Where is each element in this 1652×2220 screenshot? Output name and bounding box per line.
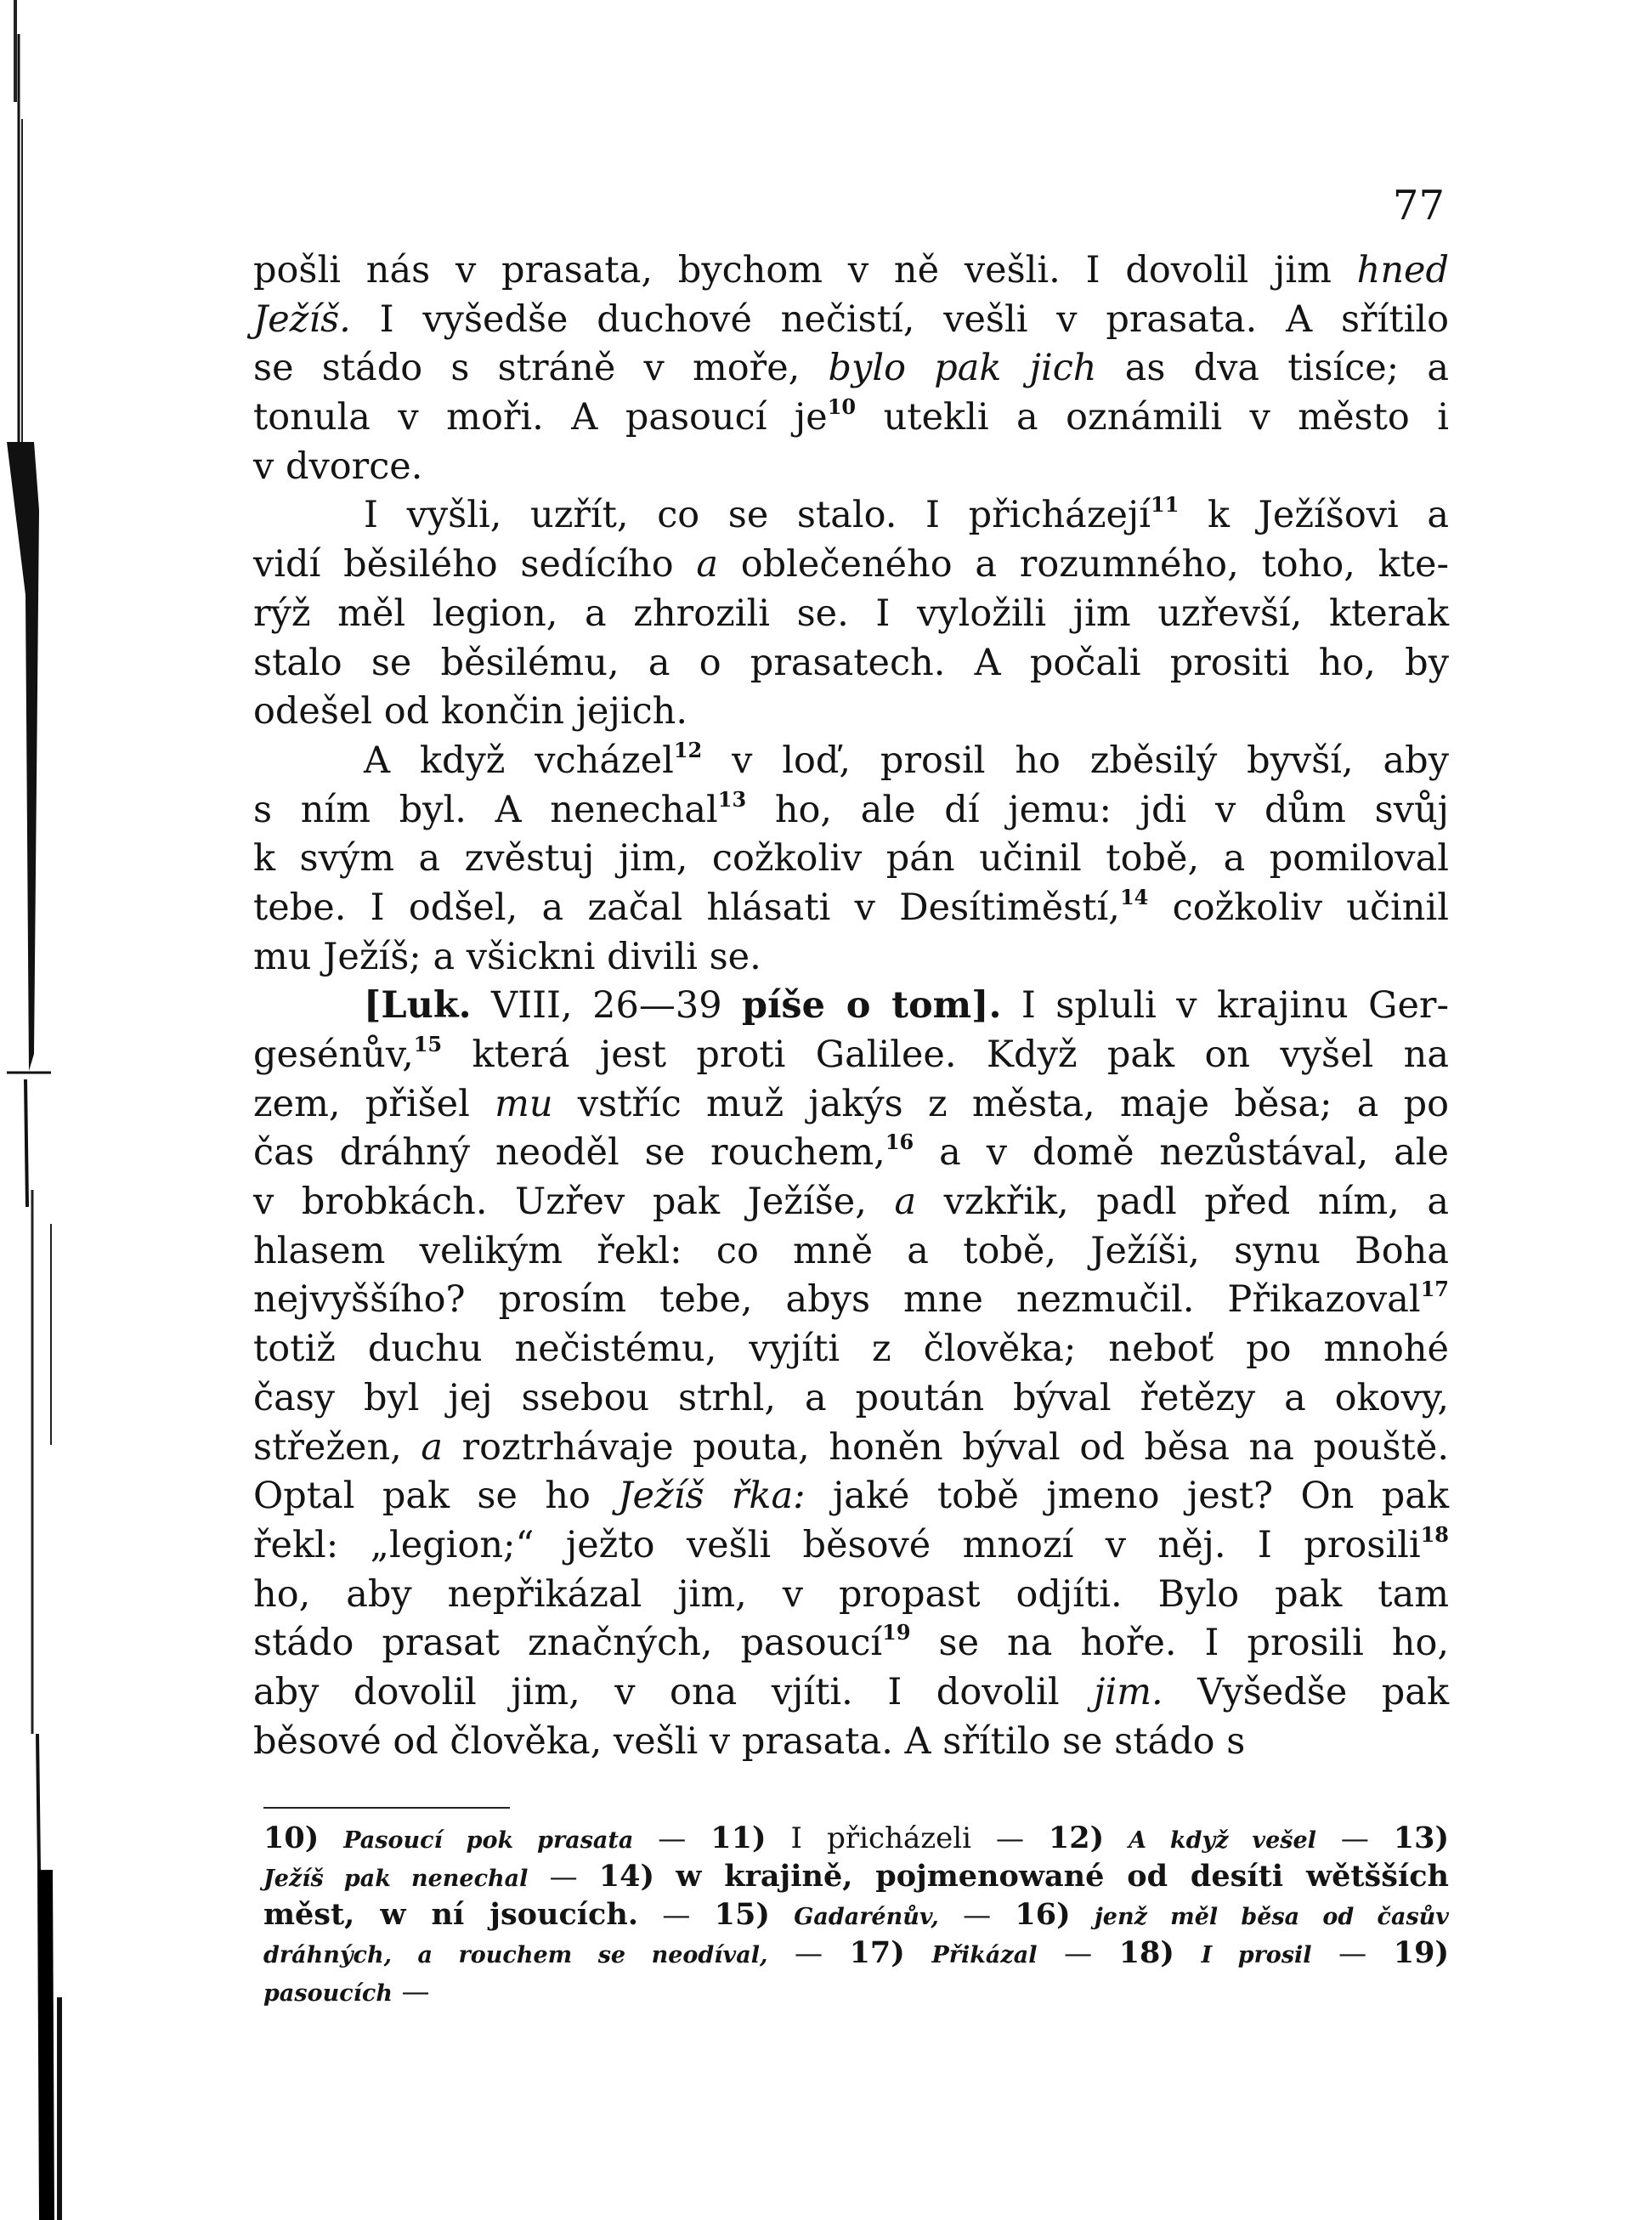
text-run: pošli nás v prasata, bychom v ně vešli. I dovolil jim bbox=[253, 249, 1357, 292]
it-run: Pasoucí pok prasata bbox=[343, 1827, 634, 1854]
footnote-ref: 14 bbox=[1119, 884, 1149, 909]
text-run bbox=[905, 1936, 932, 1969]
text-run: jaké tobě jmeno jest? On pak bbox=[805, 1475, 1450, 1518]
it-run: Ježíš řka: bbox=[618, 1475, 806, 1518]
text-run: totiž duchu nečistému, vyjíti z člověka; neboť po mnohé bbox=[253, 1328, 1449, 1371]
text-run: — bbox=[938, 1898, 1016, 1931]
it-run: jenž měl běsa od časův bbox=[1095, 1904, 1449, 1930]
it-run: a bbox=[894, 1181, 917, 1224]
text-line bbox=[253, 590, 1449, 639]
it-run: hned bbox=[1356, 249, 1449, 292]
n-run: 10) bbox=[263, 1821, 320, 1855]
text-line bbox=[253, 982, 1449, 1031]
footnotes bbox=[263, 1819, 1449, 2010]
text-run bbox=[1174, 1936, 1202, 1969]
it-run: Přikázal bbox=[931, 1942, 1038, 1968]
text-line bbox=[253, 1718, 1449, 1767]
footnote-ref: 17 bbox=[1420, 1277, 1449, 1302]
text-line bbox=[253, 344, 1449, 394]
footnote-ref: 10 bbox=[827, 394, 857, 420]
text-run: oblečeného a rozumného, toho, kte- bbox=[718, 543, 1449, 586]
text-run: I vyšli, uzřít, co se stalo. I přicházejí bbox=[364, 494, 1151, 537]
footnote-ref: 16 bbox=[885, 1130, 914, 1155]
main-text bbox=[253, 246, 1449, 1766]
n-run: 14) bbox=[598, 1859, 655, 1894]
it-run: a bbox=[421, 1425, 444, 1469]
text-line bbox=[253, 1178, 1449, 1227]
text-run: běsové od člověka, vešli v prasata. A sřítilo se stádo s bbox=[253, 1719, 1246, 1763]
it-run: a bbox=[696, 543, 719, 586]
text-run bbox=[1104, 1821, 1129, 1855]
text-line bbox=[253, 688, 1449, 737]
text-run: — bbox=[1037, 1936, 1119, 1969]
footnote-ref: 11 bbox=[1151, 492, 1180, 518]
text-line bbox=[253, 246, 1449, 296]
it-run: pasoucích bbox=[263, 1980, 393, 2007]
text-run: — bbox=[767, 1936, 850, 1969]
text-run: stalo se běsilému, a o prasatech. A počali prositi ho, by bbox=[253, 641, 1449, 684]
text-run: gesénův, bbox=[253, 1034, 414, 1076]
text-run: zem, přišel bbox=[253, 1082, 495, 1125]
it-run: bylo pak jich bbox=[828, 347, 1097, 390]
text-line bbox=[253, 296, 1449, 345]
text-line bbox=[253, 1668, 1449, 1718]
text-line bbox=[253, 541, 1449, 590]
text-run: časy byl jej ssebou strhl, a poután býval řetězy a okovy, bbox=[253, 1376, 1449, 1419]
book-spine-edge bbox=[0, 0, 76, 2220]
text-run: as dva tisíce; a bbox=[1096, 347, 1449, 390]
text-run: v loď, prosil ho zběsilý byvší, aby bbox=[702, 739, 1449, 782]
text-run: Vyšedše pak bbox=[1163, 1670, 1449, 1713]
text-run: — bbox=[638, 1898, 715, 1931]
text-run: VIII, 26—39 bbox=[471, 984, 742, 1028]
text-run: a v domě nezůstával, ale bbox=[914, 1131, 1449, 1175]
text-run: utekli a oznámili v město i bbox=[856, 396, 1449, 439]
text-line bbox=[253, 491, 1449, 541]
text-run: vzkřik, padl před ním, a bbox=[916, 1181, 1449, 1224]
footnote-line bbox=[263, 1819, 1449, 1857]
text-run: k svým a zvěstuj jim, cožkoliv pán učinil tobě, a pomiloval bbox=[253, 837, 1449, 881]
text-run: vidí běsilého sedícího bbox=[253, 543, 697, 586]
text-run bbox=[1071, 1898, 1095, 1931]
text-line bbox=[253, 1227, 1449, 1277]
bf-run: měst, w ní jsoucích. bbox=[263, 1897, 639, 1932]
text-run: se stádo s stráně v moře, bbox=[253, 347, 829, 390]
text-run: vstříc muž jakýs z města, maje běsa; a po bbox=[552, 1082, 1449, 1125]
text-line bbox=[253, 1031, 1449, 1080]
footnote-ref: 15 bbox=[413, 1032, 443, 1056]
n-run: 11) bbox=[710, 1821, 767, 1855]
text-run: v dvorce. bbox=[253, 445, 423, 488]
text-run: — bbox=[1311, 1936, 1394, 1969]
text-run: čas dráhný neoděl se rouchem, bbox=[253, 1131, 885, 1175]
text-run bbox=[319, 1821, 343, 1855]
text-run: roztrhávaje pouta, honěn býval od běsa na pouště. bbox=[443, 1425, 1450, 1469]
text-run: nejvyššího? prosím tebe, abys mne nezmučil. Přikazoval bbox=[253, 1278, 1421, 1322]
text-run: Optal pak se ho bbox=[253, 1475, 619, 1518]
text-run: I vyšedše duchové nečistí, vešli v prasata. A sřítilo bbox=[350, 297, 1449, 341]
text-line bbox=[253, 639, 1449, 688]
it-run: mu bbox=[495, 1082, 553, 1125]
text-line bbox=[253, 1619, 1449, 1668]
text-run bbox=[654, 1860, 676, 1893]
n-run: 16) bbox=[1015, 1897, 1071, 1932]
text-run: cožkoliv učinil bbox=[1148, 886, 1449, 929]
text-run: — bbox=[1315, 1821, 1394, 1855]
text-run: ho, ale dí jemu: jdi v dům svůj bbox=[746, 788, 1450, 831]
footnote-line bbox=[263, 1972, 1449, 2010]
n-run: 13) bbox=[1393, 1821, 1450, 1855]
n-run: 19) bbox=[1393, 1935, 1450, 1970]
text-run: k Ježíšovi a bbox=[1179, 494, 1449, 537]
up-run: I přicházeli bbox=[790, 1821, 972, 1855]
text-run: — bbox=[971, 1821, 1049, 1855]
it-run: jim. bbox=[1094, 1670, 1163, 1713]
text-run bbox=[767, 1821, 791, 1855]
it-run: I prosil bbox=[1201, 1942, 1312, 1968]
text-line bbox=[253, 1424, 1449, 1473]
text-line bbox=[253, 1325, 1449, 1374]
text-line bbox=[253, 786, 1449, 835]
it-run: A když vešel bbox=[1129, 1827, 1316, 1854]
text-run: v brobkách. Uzřev pak Ježíše, bbox=[253, 1181, 895, 1224]
text-line bbox=[253, 1374, 1449, 1424]
text-line bbox=[253, 884, 1449, 933]
text-run: střežen, bbox=[253, 1425, 421, 1469]
text-line bbox=[253, 1472, 1449, 1521]
text-run: — bbox=[633, 1821, 711, 1855]
text-run: — bbox=[528, 1860, 599, 1893]
text-run: stádo prasat značných, pasoucí bbox=[253, 1622, 883, 1665]
text-run: tebe. I odšel, a začal hlásati v Desítiměstí, bbox=[253, 886, 1120, 929]
footnote-line bbox=[263, 1857, 1449, 1895]
text-line bbox=[253, 933, 1449, 983]
text-line bbox=[253, 737, 1449, 786]
footnote-line bbox=[263, 1895, 1449, 1934]
it-run: dráhných, a rouchem se neodíval, bbox=[263, 1942, 768, 1968]
n-run: 18) bbox=[1118, 1935, 1174, 1970]
page-number: 77 bbox=[1392, 182, 1445, 229]
it-run: Ježíš pak nenechal bbox=[263, 1866, 529, 1892]
footnote-line bbox=[263, 1934, 1449, 1972]
text-line bbox=[253, 1080, 1449, 1130]
text-line bbox=[253, 394, 1449, 443]
text-run: mu Ježíš; a všickni divili se. bbox=[253, 935, 761, 978]
text-run: I spluli v krajinu Ger- bbox=[1001, 984, 1449, 1028]
text-line bbox=[253, 1571, 1449, 1620]
text-run: ho, aby nepřikázal jim, v propast odjíti. Bylo pak tam bbox=[253, 1572, 1449, 1616]
text-line bbox=[253, 835, 1449, 884]
text-run: která jest proti Galilee. Když pak on vyšel na bbox=[442, 1034, 1449, 1076]
n-run: 17) bbox=[849, 1935, 905, 1970]
footnote-divider bbox=[263, 1807, 510, 1809]
text-run bbox=[770, 1898, 794, 1931]
text-run: odešel od končin jejich. bbox=[253, 690, 688, 733]
footnote-ref: 18 bbox=[1420, 1521, 1449, 1547]
text-run: A když vcházel bbox=[364, 739, 674, 782]
n-run: 15) bbox=[714, 1897, 770, 1932]
text-run: — bbox=[392, 1974, 430, 2008]
footnote-ref: 19 bbox=[882, 1620, 911, 1645]
footnote-ref: 13 bbox=[717, 786, 747, 812]
bl-run: píše o tom]. bbox=[742, 984, 1002, 1028]
text-line bbox=[253, 1521, 1449, 1571]
text-line bbox=[253, 443, 1449, 492]
text-run: hlasem velikým řekl: co mně a tobě, Ježíši, synu Boha bbox=[253, 1229, 1449, 1272]
it-run: Gadarénův, bbox=[794, 1904, 939, 1930]
bf-run: w krajině, pojmenowané od desíti wětšších bbox=[676, 1859, 1449, 1894]
text-line bbox=[253, 1129, 1449, 1178]
text-run: se na hoře. I prosili ho, bbox=[910, 1622, 1450, 1665]
it-run: Ježíš. bbox=[253, 297, 351, 341]
n-run: 12) bbox=[1048, 1821, 1105, 1855]
text-run: tonula v moři. A pasoucí je bbox=[253, 396, 828, 439]
text-run: aby dovolil jim, v ona vjíti. I dovolil bbox=[253, 1670, 1095, 1713]
text-run: rýž měl legion, a zhrozili se. I vyložili jim uzřevší, kterak bbox=[253, 592, 1449, 635]
text-run: s ním byl. A nenechal bbox=[253, 788, 718, 831]
bl-run: [Luk. bbox=[364, 984, 472, 1028]
text-run: řekl: „legion;“ ježto vešli běsové mnozí v něj. I prosili bbox=[253, 1523, 1421, 1566]
text-line bbox=[253, 1276, 1449, 1325]
footnote-ref: 12 bbox=[673, 737, 703, 762]
